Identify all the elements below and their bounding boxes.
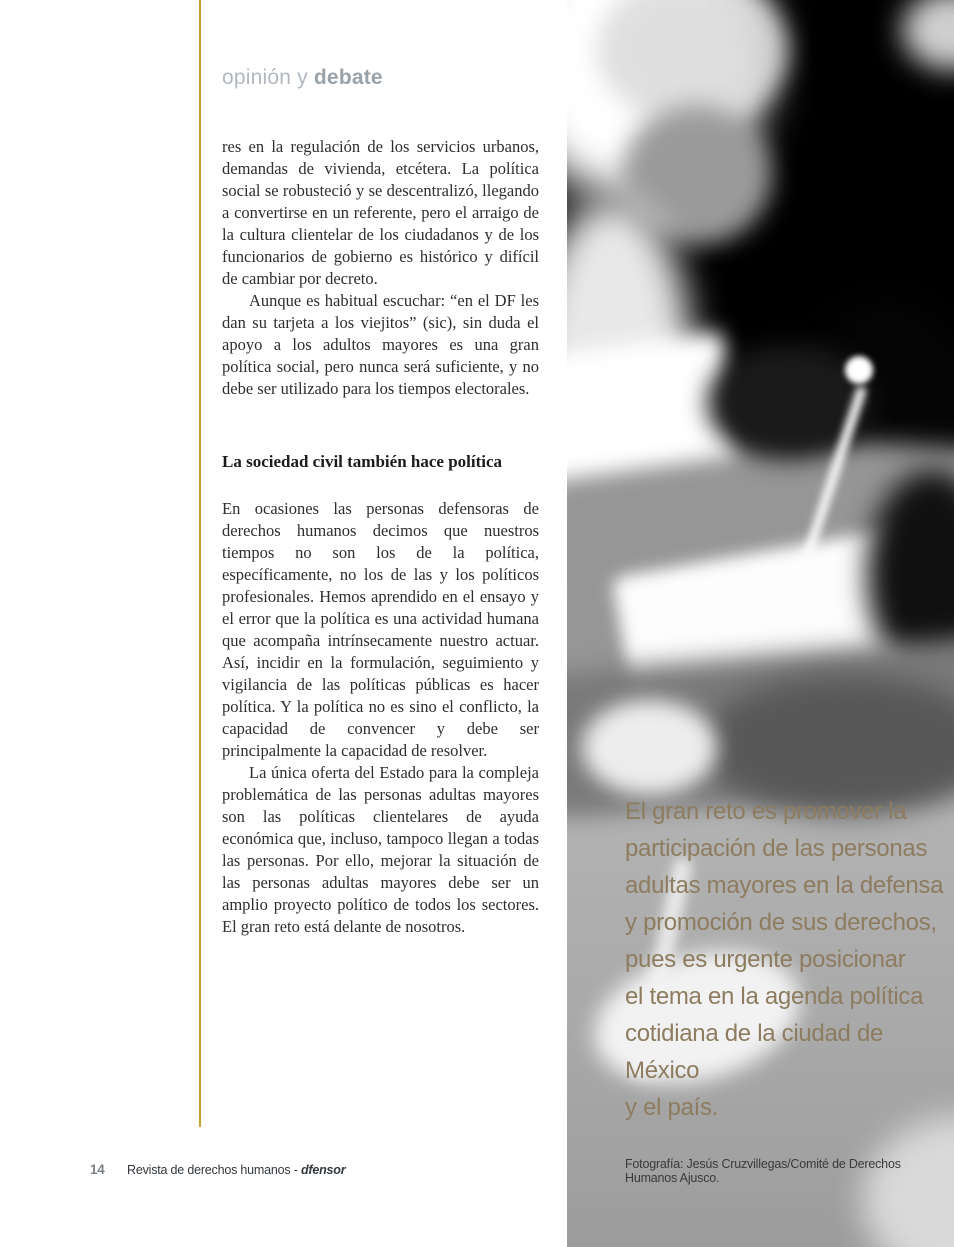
journal-name: dfensor [300,1163,346,1177]
photo-shape [845,356,873,384]
article-paragraph: Aunque es habitual escuchar: “en el DF les dan su tarjeta a los viejitos” (sic), sin duda el apoyo a los adultos mayores es una gran política social, pero nunca será suficiente, y no debe ser utilizado para los tiempos electorales. [222,291,539,398]
photo [567,0,954,1247]
section-label-bold: debate [313,66,383,89]
article-column [222,136,539,938]
section-label-light: opinión y [222,66,314,89]
article-paragraph: res en la regulación de los servicios urbanos, demandas de vivienda, etcétera. La política social se robusteció y se descentralizó, llegando a convertirse en un referente, pero el arraigo de la cultura clientelar de los ciudadanos y de los funcionarios de gobierno es histórico y difícil de cambiar por decreto. [222,137,539,288]
article-paragraph: En ocasiones las personas defensoras de derechos humanos decimos que nuestros tiempos no son los de la política, específicamente, no los de las y los políticos profesionales. Hemos aprendido en el ensayo y el error que la política es una actividad humana que acompaña intrínsecamente nuestro actuar. Así, incidir en la formulación, seguimiento y vigilancia de las políticas públicas es hacer política. Y la política no es sino el conflicto, la capacidad de convencer y debe ser principalmente la capacidad de resolver. [222,499,539,760]
article-paragraph: La única oferta del Estado para la compleja problemática de las personas adultas mayores son las políticas clientelares de ayuda económica que, incluso, tampoco llegan a todas las personas. Por ello, mejorar la situación de las personas adultas mayores debe ser un amplio proyecto político de todos los sectores. El gran reto está delante de nosotros. [222,763,539,936]
article-subheading: La sociedad civil también hace política [222,452,503,471]
photo-credit: Fotografía: Jesús Cruzvillegas/Comité de Derechos Humanos Ajusco. [625,1157,901,1185]
photo-shape [582,700,717,795]
journal-title [127,1163,345,1177]
page-number: 14 [90,1162,105,1177]
section-header [222,66,383,90]
journal-title-text: Revista de derechos humanos - [127,1163,301,1177]
pull-quote: El gran reto es promover la participación de las personas adultas mayores en la defensa y promoción de sus derechos, pues es urgente posicionar el tema en la agenda política cotidiana de la ciudad de México y el país. [625,798,944,1121]
vertical-accent-rule [199,0,201,1127]
